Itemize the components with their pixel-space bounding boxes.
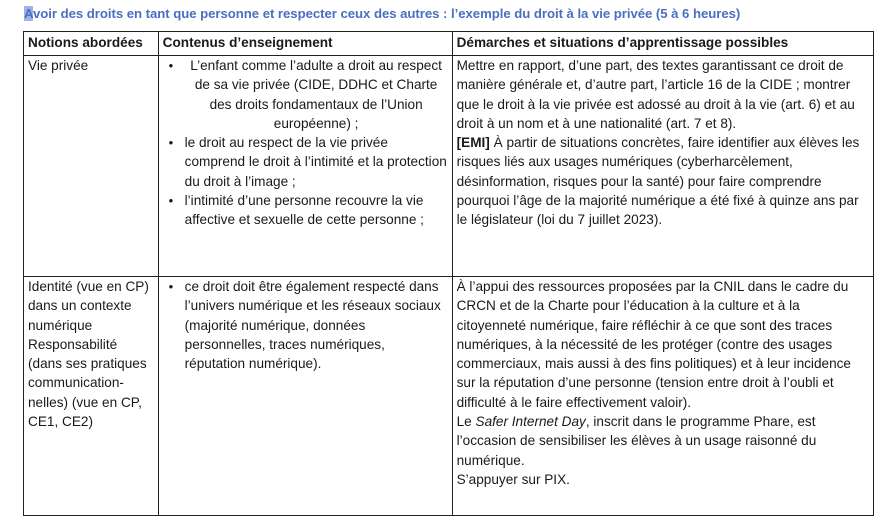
approach-paragraph [457, 133, 869, 229]
approach-text: À partir de situations concrètes, faire identifier aux élèves les risques liés aux usages numériques (cyberharcèlement, désinformation, risques pour la santé) pour faire comprendre pourquoi l’âge de la majorité numérique a été fixé à quinze ans par le législateur (loi du 7 juillet 2023). [456, 135, 860, 228]
safer-internet-day-text: Safer Internet Day [475, 414, 586, 430]
contents-cell [158, 56, 452, 277]
curriculum-table [23, 31, 874, 516]
notion-cell [24, 277, 159, 516]
section-title-text: voir des droits en tant que personne et respecter ceux des autres : l’exemple du droit à la vie privée (5 à 6 heures) [32, 6, 741, 21]
header-notions: Notions abordées [24, 32, 159, 56]
table-header-row [24, 32, 874, 56]
approach-paragraph [457, 412, 869, 470]
emi-tag: [EMI] [456, 135, 490, 151]
table-row [24, 277, 874, 516]
notion-text: Identité (vue en CP) dans un contexte numérique [28, 279, 149, 333]
notion-text: Responsabilité (dans ses pratiques communication-nelles) (vue en CP, CE1, CE2) [28, 336, 147, 430]
contents-list [163, 277, 448, 373]
list-item: • le droit au respect de la vie privée comprend le droit à l’intimité et la protection du droit à l’image ; [185, 133, 448, 191]
list-item: • l’intimité d’une personne recouvre la vie affective et sexuelle de cette personne ; [185, 191, 448, 230]
list-item: • ce droit doit être également respecté dans l’univers numérique et les réseaux sociaux (majorité numérique, données personnelles, traces numériques, réputation numérique). [185, 277, 448, 373]
approach-paragraph: Mettre en rapport, d’une part, des textes garantissant ce droit de manière générale et, d’autre part, l’article 16 de la CIDE ; montrer que le droit à la vie privée est adossé au droit à la vie (art. 6) et au droit à un nom et à une nationalité (art. 7 et 8). [456, 58, 855, 131]
approach-paragraph: S’appuyer sur PIX. [456, 471, 570, 487]
header-demarches: Démarches et situations d’apprentissage possibles [452, 32, 873, 56]
contents-cell [158, 277, 452, 516]
contents-list [163, 56, 448, 230]
approach-text: Le [456, 414, 476, 430]
list-item: • L’enfant comme l’adulte a droit au respect de sa vie privée (CIDE, DDHC et Charte des droits fondamentaux de l’Union européenne) ; [185, 56, 448, 133]
header-contenus: Contenus d’enseignement [158, 32, 452, 56]
approach-text: , inscrit dans le programme Phare, est l’occasion de sensibiliser les élèves à un usage raisonné du numérique. [456, 414, 817, 468]
approach-cell [452, 56, 873, 277]
notion-text: Vie privée [28, 58, 89, 73]
section-title [24, 6, 740, 21]
text-cursor-selection: A [24, 6, 33, 21]
table-row [24, 56, 874, 277]
approach-cell [452, 277, 873, 516]
approach-paragraph: À l’appui des ressources proposées par la CNIL dans le cadre du CRCN et de la Charte pour l’éducation à la culture et à la citoyenneté numérique, faire réfléchir à ce que sont des traces numériques, à la nécessité de les protéger (contre des usages commerciaux, mais aussi à des fins politiques) et à leur incidence sur la réputation d’une personne (tension entre droit à l’oubli et difficulté à le faire effectivement valoir). [456, 279, 851, 410]
notion-cell [24, 56, 159, 277]
